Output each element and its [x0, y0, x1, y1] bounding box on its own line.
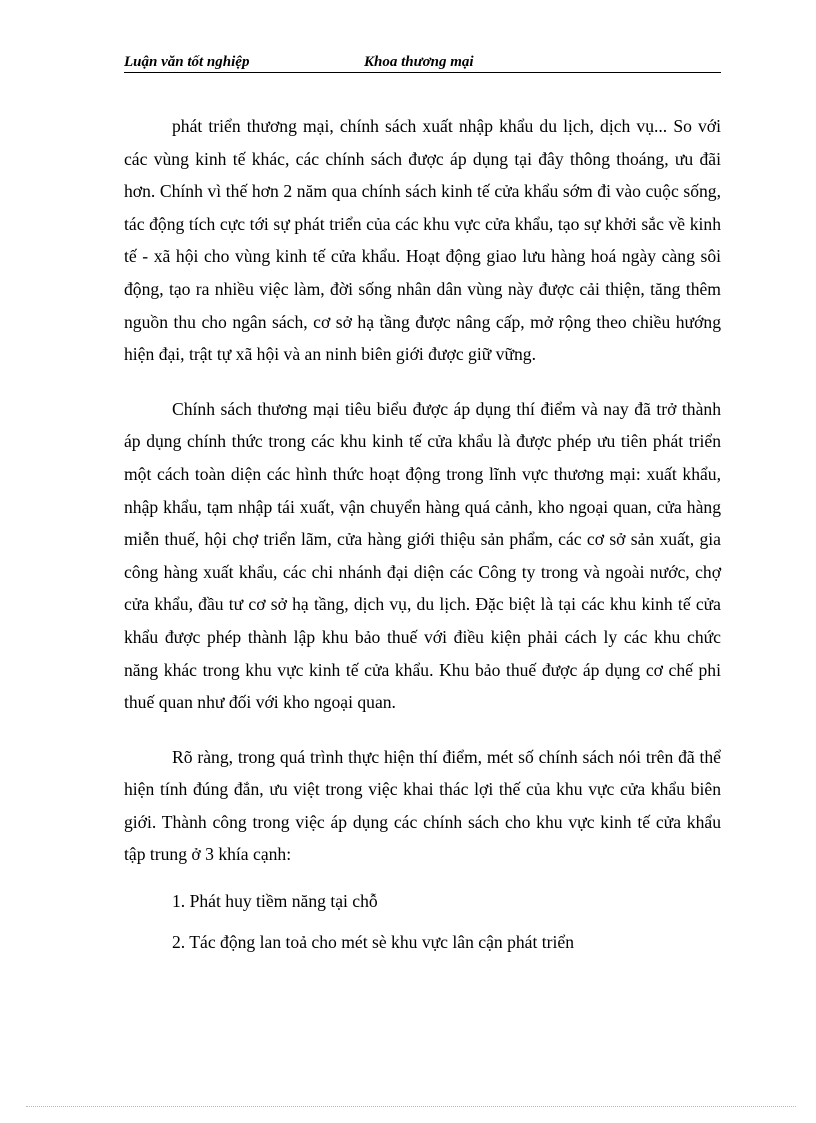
- list-item: 2. Tác động lan toả cho mét sè khu vực lân cận phát triển: [172, 931, 575, 952]
- paragraph: Rõ ràng, trong quá trình thực hiện thí điểm, mét số chính sách nói trên đã thể hiện tính đúng đắn, ưu việt trong việc khai thác lợi thế của khu vực cửa khẩu biên giới. Thành công trong việc áp dụng các chính sách cho khu vực kinh tế cửa khẩu tập trung ở 3 khía cạnh:: [124, 746, 721, 865]
- list-item: 1. Phát huy tiềm năng tại chỗ: [172, 891, 378, 912]
- paragraph: Chính sách thương mại tiêu biểu được áp dụng thí điểm và nay đã trở thành áp dụng chính thức trong các khu kinh tế cửa khẩu là được phép ưu tiên phát triển một cách toàn diện các hình thức hoạt động trong lĩnh vực thương mại: xuất khẩu, nhập khẩu, tạm nhập tái xuất, vận chuyển hàng quá cảnh, kho ngoại quan, cửa hàng miễn thuế, hội chợ triển lãm, cửa hàng giới thiệu sản phẩm, các cơ sở sản xuất, gia công hàng xuất khẩu, các chi nhánh đại diện các Công ty trong và ngoài nước, chợ cửa khẩu, đầu tư cơ sở hạ tầng, dịch vụ, du lịch. Đặc biệt là tại các khu kinh tế cửa khẩu được phép thành lập khu bảo thuế với điều kiện phải cách ly các khu chức năng khác trong khu vực kinh tế cửa khẩu. Khu bảo thuế được áp dụng cơ chế phi thuế quan như đối với kho ngoại quan.: [124, 398, 721, 713]
- paragraph: phát triển thương mại, chính sách xuất nhập khẩu du lịch, dịch vụ... So với các vùng kinh tế khác, các chính sách được áp dụng tại đây thông thoáng, ưu đãi hơn. Chính vì thế hơn 2 năm qua chính sách kinh tế cửa khẩu sớm đi vào cuộc sống, tác động tích cực tới sự phát triển của các khu vực cửa khẩu, tạo sự khởi sắc về kinh tế - xã hội cho vùng kinh tế cửa khẩu. Hoạt động giao lưu hàng hoá ngày càng sôi động, tạo ra nhiều việc làm, đời sống nhân dân vùng này được cải thiện, tăng thêm nguồn thu cho ngân sách, cơ sở hạ tầng được nâng cấp, mở rộng theo chiều hướng hiện đại, trật tự xã hội và an ninh biên giới được giữ vững.: [124, 116, 721, 365]
- page-header: [124, 52, 721, 73]
- footer-divider: [26, 1106, 796, 1107]
- header-thesis-label: Luận văn tốt nghiệp: [124, 54, 250, 70]
- document-body: [124, 110, 721, 958]
- header-faculty-label: Khoa thương mại: [364, 54, 474, 70]
